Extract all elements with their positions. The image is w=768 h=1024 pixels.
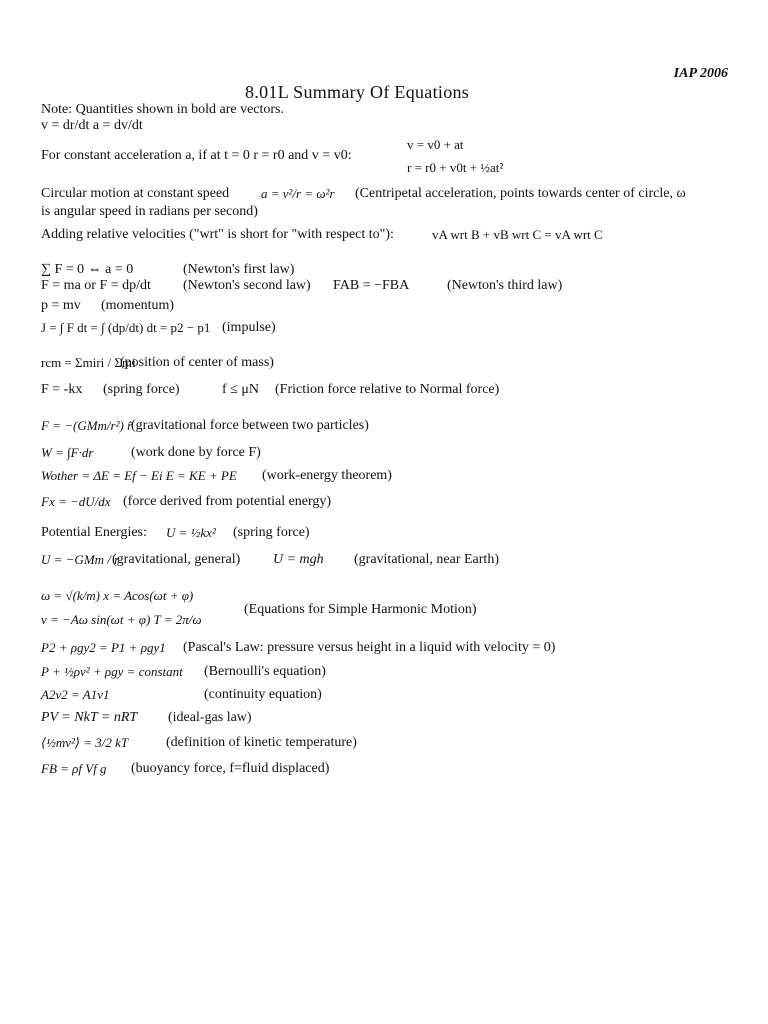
friction-force-eq: f ≤ μN bbox=[222, 382, 259, 397]
newton-second-law-desc: (Newton's second law) bbox=[183, 278, 311, 293]
bernoulli-desc: (Bernoulli's equation) bbox=[204, 664, 326, 679]
constant-acceleration-intro: For constant acceleration a, if at t = 0 r = r0 and v = v0: bbox=[41, 148, 352, 163]
pascal-law-eq: P2 + ρgy2 = P1 + ρgy1 bbox=[41, 640, 166, 655]
spring-potential-eq: U = ½kx² bbox=[166, 525, 216, 540]
momentum-desc: (momentum) bbox=[101, 298, 175, 313]
newton-third-law-desc: (Newton's third law) bbox=[447, 278, 563, 293]
page-title: 8.01L Summary Of Equations bbox=[245, 82, 470, 102]
work-eq: W = ∫F·dr bbox=[41, 445, 94, 460]
ideal-gas-eq: PV = NkT = nRT bbox=[41, 710, 138, 725]
force-from-potential-desc: (force derived from potential energy) bbox=[123, 494, 332, 509]
newton-first-law-eq: ∑ F = 0 ⇔ a = 0 bbox=[41, 262, 134, 277]
spring-potential-desc: (spring force) bbox=[233, 525, 310, 540]
constant-acceleration-velocity-eq: v = v0 + at bbox=[407, 137, 464, 152]
velocity-acceleration-definition: v = dr/dt a = dv/dt bbox=[41, 118, 143, 133]
impulse-eq: J = ∫ F dt = ∫ (dp/dt) dt = p2 − p1 bbox=[41, 320, 211, 335]
newton-third-law-eq: FAB = −FBA bbox=[333, 278, 410, 293]
continuity-desc: (continuity equation) bbox=[204, 687, 322, 702]
circular-motion-intro: Circular motion at constant speed bbox=[41, 186, 230, 201]
spring-force-eq: F = -kx bbox=[41, 382, 83, 397]
shm-desc: (Equations for Simple Harmonic Motion) bbox=[244, 602, 477, 617]
work-desc: (work done by force F) bbox=[131, 445, 261, 460]
continuity-eq: A2v2 = A1v1 bbox=[41, 687, 110, 702]
momentum-eq: p = mv bbox=[41, 298, 81, 313]
newton-second-law-eq: F = ma or F = dp/dt bbox=[41, 278, 151, 293]
relative-velocity-intro: Adding relative velocities ("wrt" is short for "with respect to"): bbox=[41, 227, 394, 242]
potential-energies-intro: Potential Energies: bbox=[41, 525, 147, 540]
buoyancy-desc: (buoyancy force, f=fluid displaced) bbox=[131, 761, 330, 776]
pascal-law-desc: (Pascal's Law: pressure versus height in a liquid with velocity = 0) bbox=[183, 640, 556, 655]
gravitational-potential-eq: U = −GMm / r bbox=[41, 552, 120, 567]
note-text: Note: Quantities shown in bold are vectors. bbox=[41, 102, 285, 117]
bernoulli-eq: P + ½ρv² + ρgy = constant bbox=[41, 664, 183, 679]
centripetal-acceleration-eq: a = v²/r = ω²r bbox=[261, 186, 335, 201]
kinetic-temperature-desc: (definition of kinetic temperature) bbox=[166, 735, 357, 750]
ideal-gas-desc: (ideal-gas law) bbox=[168, 710, 252, 725]
newton-first-law-desc: (Newton's first law) bbox=[183, 262, 295, 277]
force-from-potential-eq: Fx = −dU/dx bbox=[41, 494, 111, 509]
gravitational-potential-desc: (gravitational, general) bbox=[112, 552, 241, 567]
near-earth-potential-desc: (gravitational, near Earth) bbox=[354, 552, 499, 567]
friction-force-desc: (Friction force relative to Normal force) bbox=[275, 382, 500, 397]
center-of-mass-eq: rcm = Σmiri / Σmi bbox=[41, 355, 136, 370]
impulse-desc: (impulse) bbox=[222, 320, 276, 335]
course-date: IAP 2006 bbox=[673, 66, 728, 81]
work-energy-eq: Wother = ΔE = Ef − Ei E = KE + PE bbox=[41, 468, 237, 483]
shm-eq-velocity-period: v = −Aω sin(ωt + φ) T = 2π/ω bbox=[41, 612, 202, 627]
circular-motion-description-cont: is angular speed in radians per second) bbox=[41, 204, 258, 219]
gravitational-force-eq: F = −(GMm/r²) r̂ bbox=[41, 418, 133, 433]
circular-motion-description: (Centripetal acceleration, points towards center of circle, ω bbox=[355, 186, 686, 201]
kinetic-temperature-eq: ⟨½mv²⟩ = 3/2 kT bbox=[41, 735, 129, 750]
buoyancy-eq: FB = ρf Vf g bbox=[41, 761, 107, 776]
gravitational-force-desc: (gravitational force between two particles) bbox=[131, 418, 369, 433]
near-earth-potential-eq: U = mgh bbox=[273, 552, 324, 567]
relative-velocity-eq: vA wrt B + vB wrt C = vA wrt C bbox=[432, 227, 603, 242]
spring-force-desc: (spring force) bbox=[103, 382, 180, 397]
constant-acceleration-position-eq: r = r0 + v0t + ½at² bbox=[407, 160, 504, 175]
center-of-mass-desc: (position of center of mass) bbox=[120, 355, 274, 370]
shm-eq-omega-position: ω = √(k/m) x = Acos(ωt + φ) bbox=[41, 588, 194, 603]
work-energy-desc: (work-energy theorem) bbox=[262, 468, 392, 483]
